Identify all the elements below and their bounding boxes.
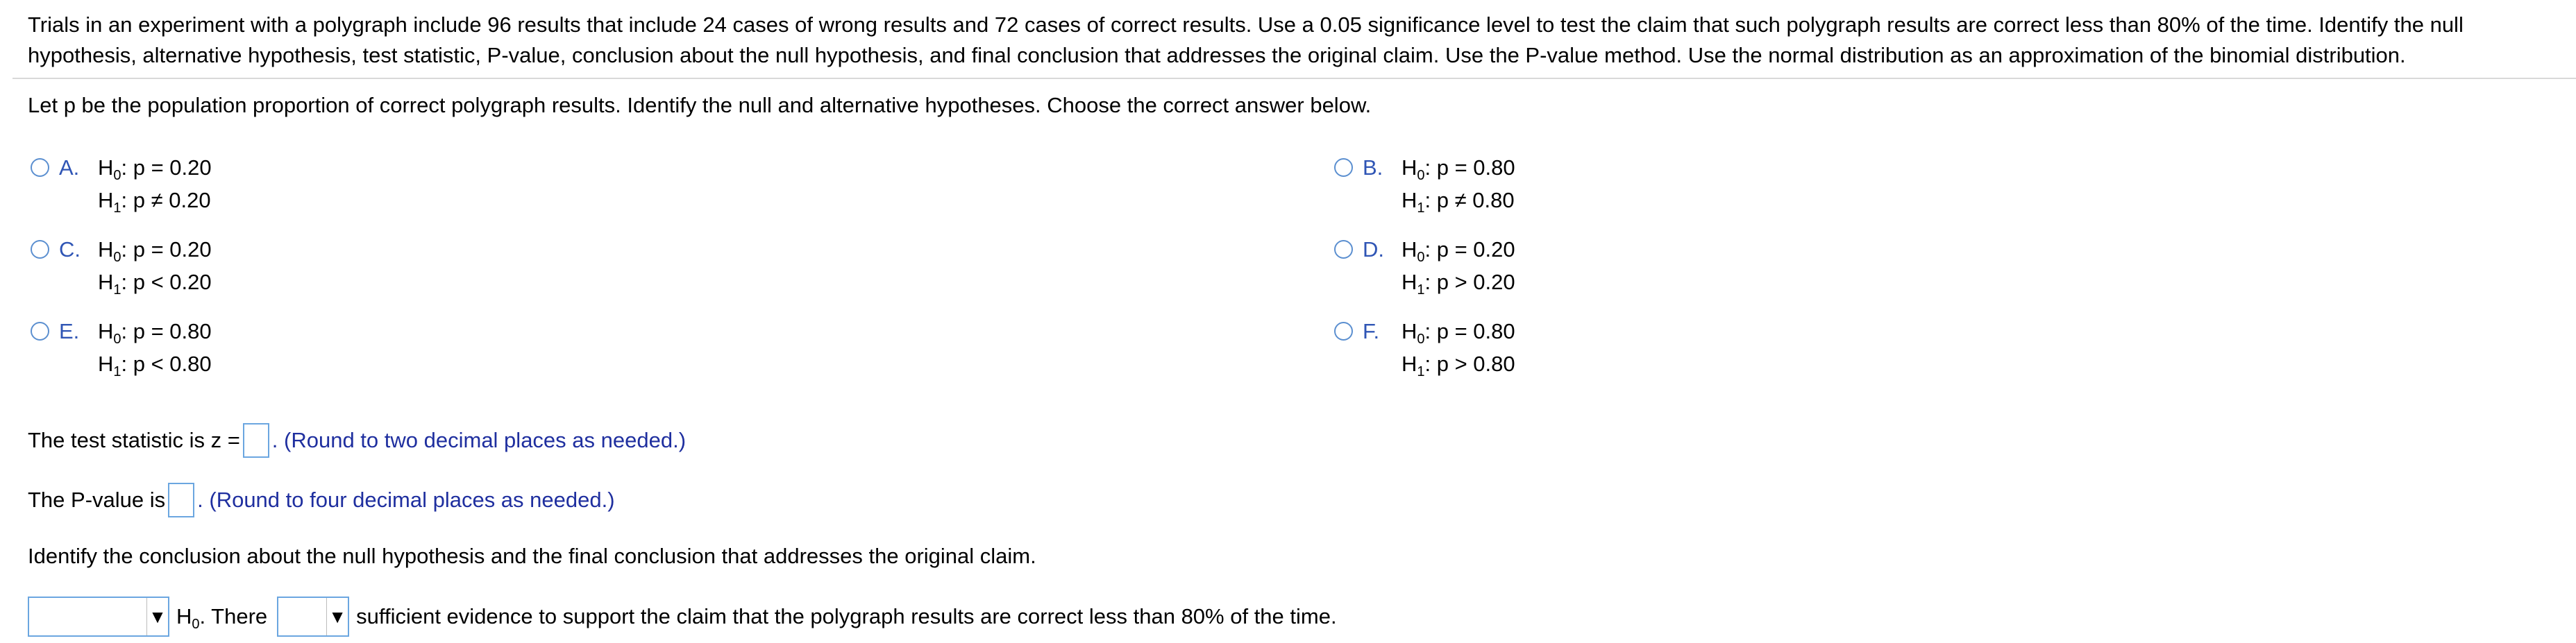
option-d-alternative: $H_1$: p > 0.20: [1401, 270, 1515, 298]
option-a-null: $H_0$: p = 0.20: [98, 155, 212, 183]
p-value-hint: . (Round to four decimal places as needed.): [197, 488, 615, 512]
hypothesis-prompt: Let p be the population proportion of correct polygraph results. Identify the null and alternative hypotheses. Choose the correct answer below.: [28, 93, 1372, 117]
option-b-null: $H_0$: p = 0.80: [1401, 155, 1515, 183]
option-f-hypotheses: [1401, 315, 1515, 380]
option-c-letter: C.: [59, 237, 81, 262]
p-value-input[interactable]: [168, 483, 194, 517]
option-e-alternative: $H_1$: p < 0.80: [98, 352, 212, 379]
option-c-hypotheses: [98, 233, 212, 298]
test-statistic-label: The test statistic is z =: [28, 428, 240, 452]
option-c-alternative: $H_1$: p < 0.20: [98, 270, 212, 298]
chevron-down-icon[interactable]: ▼: [326, 598, 348, 635]
option-a[interactable]: [31, 151, 212, 216]
option-c[interactable]: [31, 233, 212, 298]
conclusion-tail-text: sufficient evidence to support the claim that the polygraph results are correct less than 80% of the time.: [356, 604, 1337, 628]
test-statistic-hint: . (Round to two decimal places as needed.): [271, 428, 687, 452]
option-f[interactable]: [1334, 315, 1515, 380]
chevron-down-icon[interactable]: ▼: [146, 598, 168, 635]
option-b-radio[interactable]: [1334, 158, 1353, 177]
null-decision-dropdown[interactable]: [28, 597, 169, 637]
test-statistic-row: [28, 423, 686, 458]
option-e-letter: E.: [59, 319, 80, 343]
option-d[interactable]: [1334, 233, 1515, 298]
option-a-hypotheses: [98, 151, 212, 216]
p-value-row: [28, 483, 615, 517]
option-e-null: $H_0$: p = 0.80: [98, 319, 212, 347]
null-hypothesis-symbol: $H_0$: [176, 604, 200, 632]
option-a-letter: A.: [59, 155, 80, 180]
option-a-alternative: $H_1$: p ≠ 0.20: [98, 188, 211, 216]
p-value-label: The P-value is: [28, 488, 166, 512]
option-e[interactable]: [31, 315, 212, 380]
option-b-hypotheses: [1401, 151, 1515, 216]
option-f-null: $H_0$: p = 0.80: [1401, 319, 1515, 347]
evidence-dropdown[interactable]: [277, 597, 349, 637]
option-e-hypotheses: [98, 315, 212, 380]
option-c-radio[interactable]: [31, 240, 49, 259]
option-d-radio[interactable]: [1334, 240, 1353, 259]
option-b-alternative: $H_1$: p ≠ 0.80: [1401, 188, 1515, 216]
option-f-radio[interactable]: [1334, 322, 1353, 341]
option-d-letter: D.: [1363, 237, 1384, 262]
option-d-hypotheses: [1401, 233, 1515, 298]
option-d-null: $H_0$: p = 0.20: [1401, 237, 1515, 265]
question-text: [28, 10, 2576, 71]
option-a-radio[interactable]: [31, 158, 49, 177]
test-statistic-input[interactable]: [243, 423, 269, 458]
option-b[interactable]: [1334, 151, 1515, 216]
conclusion-row: [28, 597, 1337, 637]
question-line-1: Trials in an experiment with a polygraph include 96 results that include 24 cases of wrong results and 72 cases of correct results. Use a 0.05 significance level to test the claim that such polygraph results are correct less than 80% of the time. Identify the null: [28, 12, 2464, 37]
option-e-radio[interactable]: [31, 322, 49, 341]
question-line-2: hypothesis, alternative hypothesis, test statistic, P-value, conclusion about the null hypothesis, and final conclusion that addresses the original claim. Use the P-value method. Use the normal distribution as an approximation of the binomial distribution.: [28, 43, 2406, 67]
divider: [12, 78, 2576, 79]
conclusion-middle-text: . There: [199, 604, 268, 628]
conclusion-prompt: [28, 541, 1036, 572]
option-f-alternative: $H_1$: p > 0.80: [1401, 352, 1515, 379]
option-c-null: $H_0$: p = 0.20: [98, 237, 212, 265]
conclusion-prompt-text: Identify the conclusion about the null hypothesis and the final conclusion that addresses the original claim.: [28, 544, 1036, 568]
option-b-letter: B.: [1363, 155, 1383, 180]
option-f-letter: F.: [1363, 319, 1380, 343]
